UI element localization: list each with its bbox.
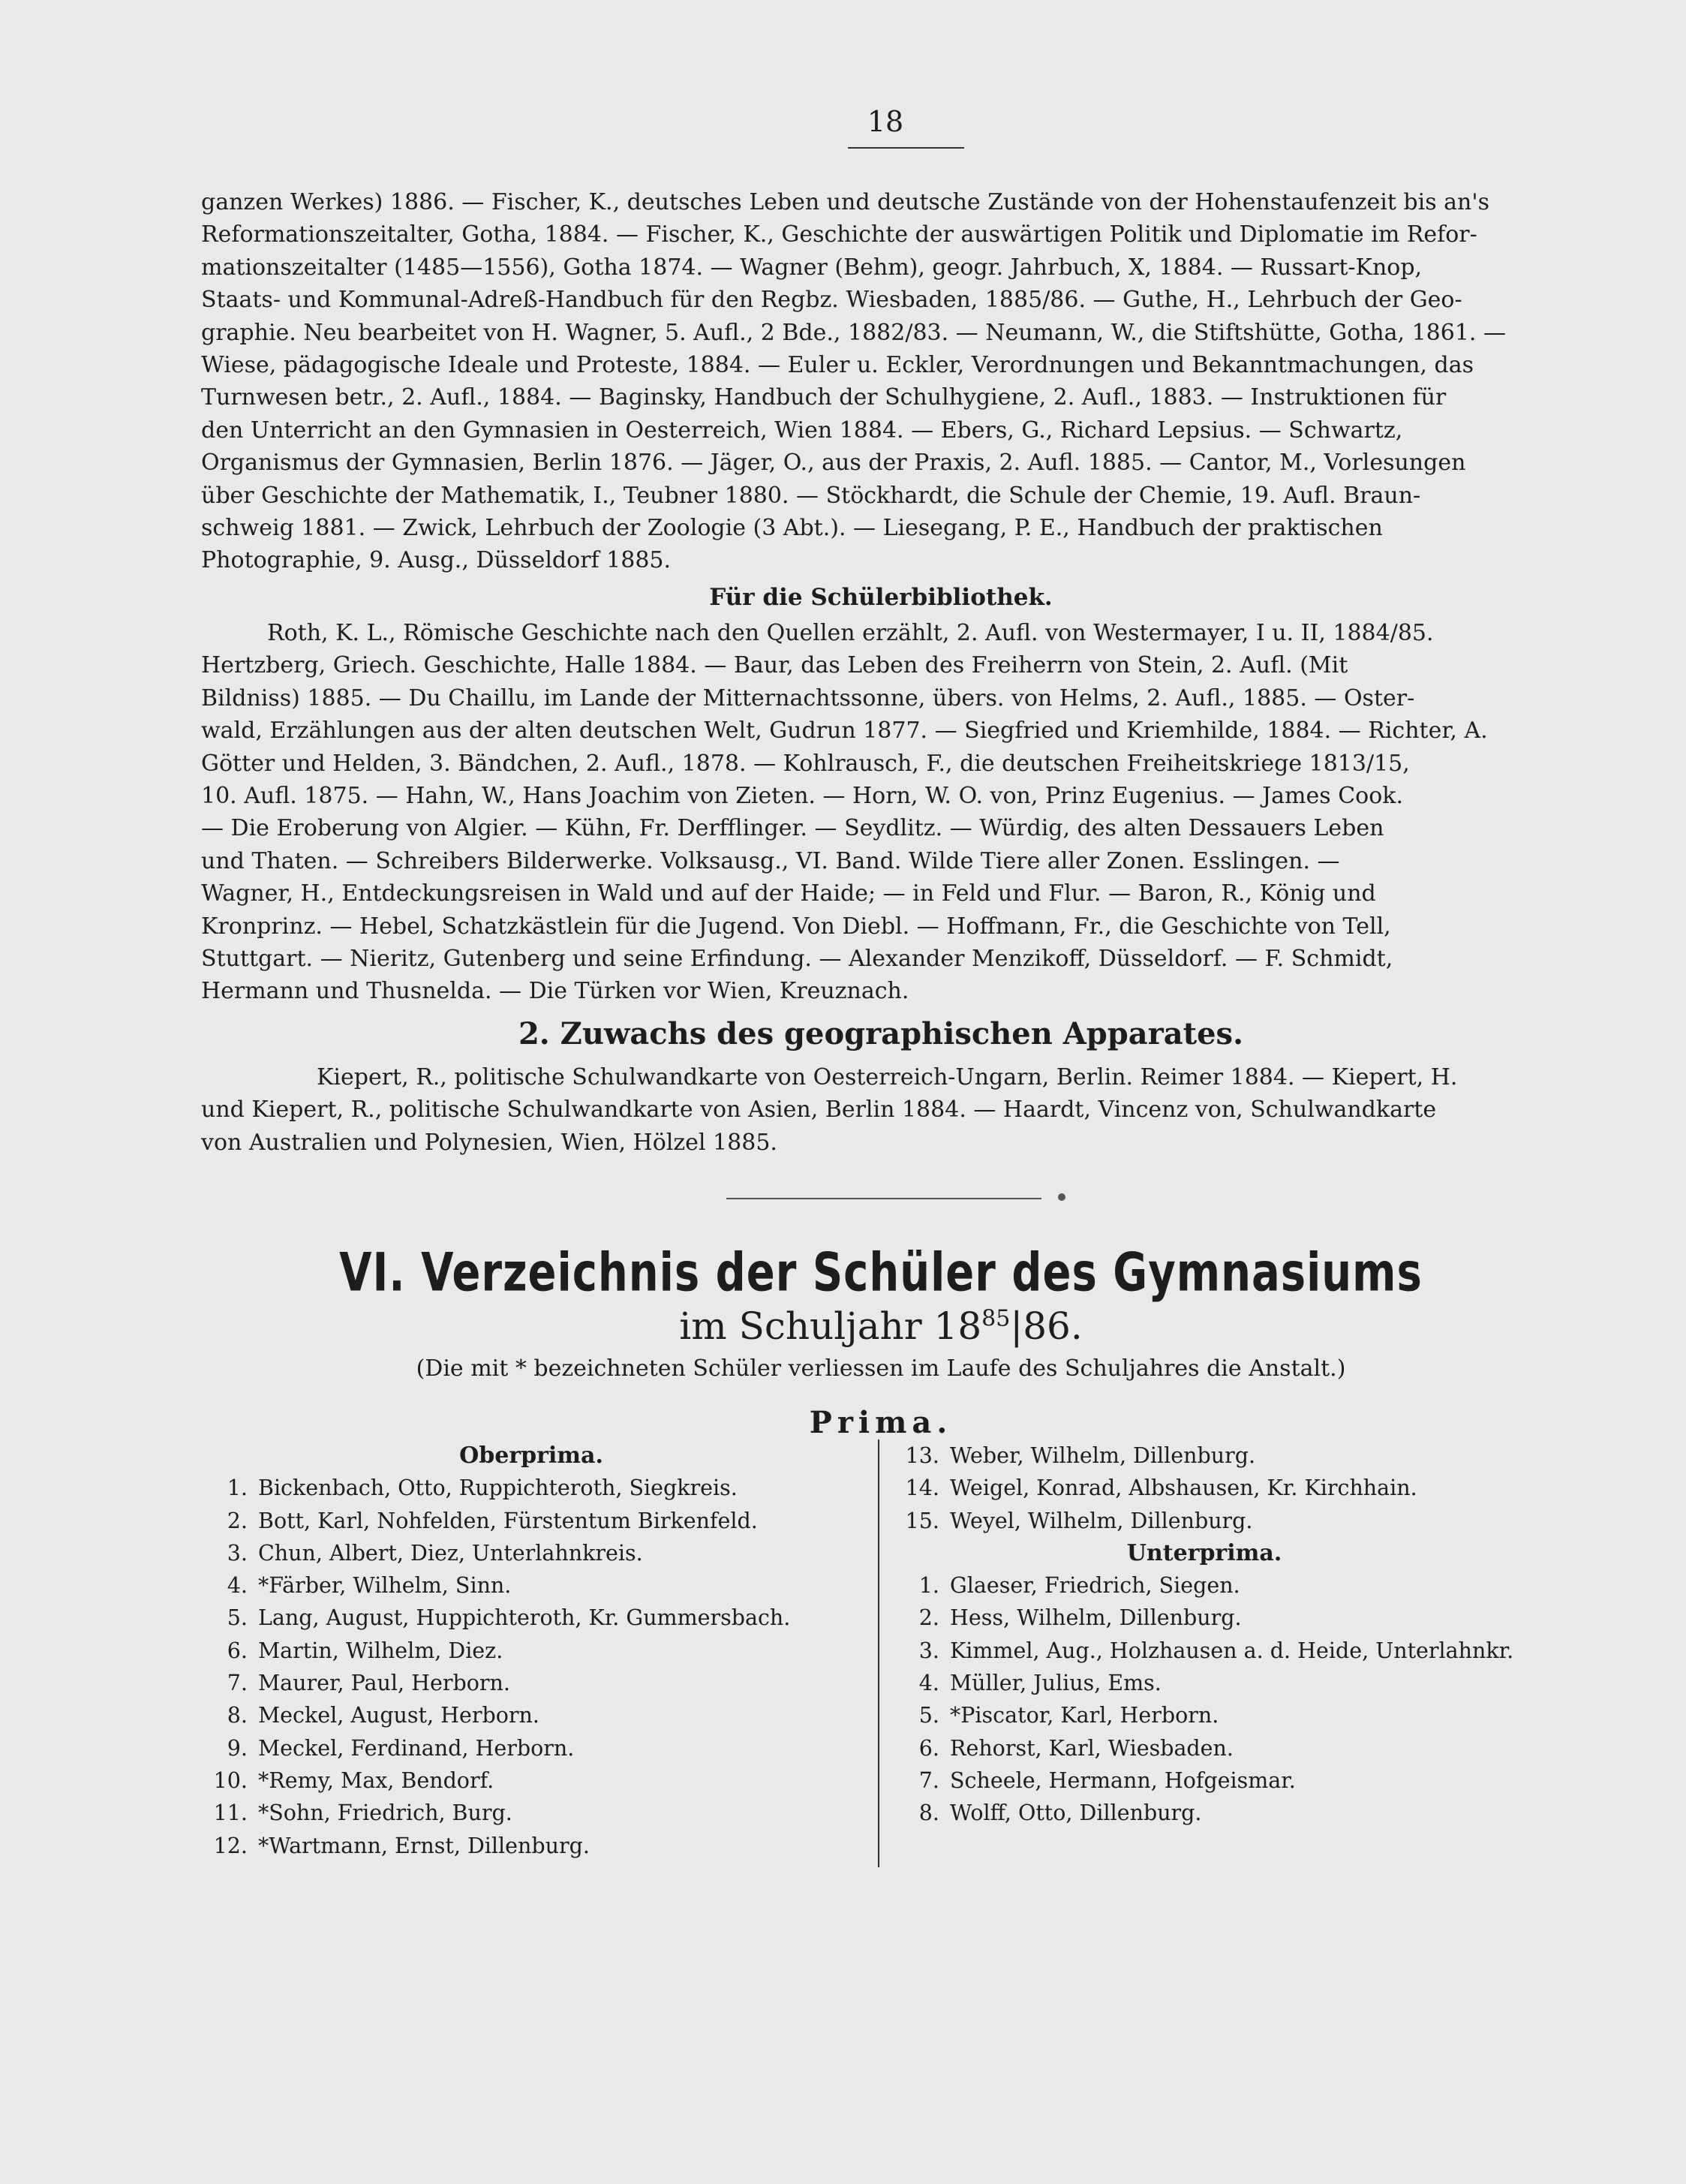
student-number: 5. — [918, 1703, 939, 1728]
student-number: 5. — [227, 1605, 248, 1631]
text-line: Photographie, 9. Ausg., Düsseldorf 1885. — [201, 547, 672, 574]
student-number: 8. — [918, 1800, 939, 1826]
list-item — [893, 1439, 1568, 1472]
bibliography-paragraph-student-library — [201, 617, 1561, 1008]
bibliography-paragraph-geography — [201, 1061, 1561, 1159]
text-line: graphie. Neu bearbeitet von H. Wagner, 5. Aufl., 2 Bde., 1882/83. — Neumann, W., die Stiftshütte, Gotha, 1861. — — [201, 319, 1507, 346]
student-number: 7. — [227, 1671, 248, 1696]
student-entry: Hess, Wilhelm, Dillenburg. — [950, 1605, 1242, 1631]
list-item — [893, 1569, 1568, 1602]
text-line: 10. Aufl. 1875. — Hahn, W., Hans Joachim von Zieten. — Horn, W. O. von, Prinz Eugenius. — James Cook. — [201, 783, 1403, 810]
student-number: 8. — [227, 1703, 248, 1728]
list-item — [893, 1732, 1568, 1764]
student-entry: Glaeser, Friedrich, Siegen. — [950, 1573, 1240, 1599]
list-item — [893, 1764, 1568, 1797]
text-line: von Australien und Polynesien, Wien, Hölzel 1885. — [201, 1129, 777, 1156]
student-entry: Martin, Wilhelm, Diez. — [258, 1638, 503, 1663]
list-item — [201, 1797, 869, 1829]
student-entry: Meckel, Ferdinand, Herborn. — [258, 1735, 575, 1761]
student-number: 12. — [213, 1833, 248, 1858]
chapter-title: VI. Verzeichnis der Schüler des Gymnasiums — [339, 1242, 1423, 1304]
student-list-right-column — [893, 1439, 1568, 1830]
section-heading-geography: 2. Zuwachs des geographischen Apparates. — [518, 1016, 1244, 1051]
student-number: 7. — [918, 1767, 939, 1793]
list-item — [201, 1699, 869, 1731]
student-list-left-column — [201, 1439, 869, 1862]
student-entry: *Remy, Max, Bendorf. — [258, 1767, 494, 1793]
student-number: 13. — [905, 1443, 939, 1468]
list-item — [893, 1797, 1568, 1829]
list-item — [201, 1537, 869, 1569]
column-divider — [878, 1439, 879, 1867]
student-entry: Maurer, Paul, Herborn. — [258, 1671, 510, 1696]
text-line: Bildniss) 1885. — Du Chaillu, im Lande der Mitternachtssonne, übers. von Helms, 2. Aufl., 1885. — Oster- — [201, 684, 1415, 711]
bibliography-paragraph-teacher-library — [201, 186, 1561, 577]
list-item — [201, 1830, 869, 1862]
list-item — [893, 1699, 1568, 1731]
text-line: Staats- und Kommunal-Adreß-Handbuch für den Regbz. Wiesbaden, 1885/86. — Guthe, H., Lehrbuch der Geo- — [201, 287, 1462, 314]
text-line: schweig 1881. — Zwick, Lehrbuch der Zoologie (3 Abt.). — Liesegang, P. E., Handbuch der praktischen — [201, 515, 1383, 542]
student-entry: Wolff, Otto, Dillenburg. — [950, 1800, 1202, 1826]
page-number-rule — [848, 147, 964, 149]
student-entry: Bott, Karl, Nohfelden, Fürstentum Birkenfeld. — [258, 1508, 758, 1533]
text-line: und Thaten. — Schreibers Bilderwerke. Volksausg., VI. Band. Wilde Tiere aller Zonen. Esslingen. — — [201, 847, 1340, 874]
text-line: Götter und Helden, 3. Bändchen, 2. Aufl., 1878. — Kohlrausch, F., die deutschen Freiheitskriege 1813/15, — [201, 750, 1410, 777]
student-number: 4. — [918, 1671, 939, 1696]
text-line: Wiese, pädagogische Ideale und Proteste, 1884. — Euler u. Eckler, Verordnungen und Bekanntmachungen, das — [201, 352, 1474, 379]
student-entry: *Sohn, Friedrich, Burg. — [258, 1800, 512, 1826]
unterprima-heading: Unterprima. — [1126, 1539, 1282, 1566]
list-item — [201, 1635, 869, 1667]
subheading-student-library: Für die Schülerbibliothek. — [709, 584, 1053, 611]
student-entry: Kimmel, Aug., Holzhausen a. d. Heide, Unterlahnkr. — [950, 1638, 1514, 1663]
class-heading-prima: Prima. — [809, 1405, 953, 1440]
student-number: 14. — [905, 1476, 939, 1501]
text-line: Kronprinz. — Hebel, Schatzkästlein für die Jugend. Von Diebl. — Hoffmann, Fr., die Geschichte von Tell, — [201, 913, 1391, 940]
list-item — [893, 1635, 1568, 1667]
list-item — [893, 1602, 1568, 1634]
list-item — [201, 1667, 869, 1699]
text-line: Hermann und Thusnelda. — Die Türken vor Wien, Kreuznach. — [201, 978, 909, 1005]
student-entry: *Färber, Wilhelm, Sinn. — [258, 1573, 512, 1599]
student-entry: Chun, Albert, Diez, Unterlahnkreis. — [258, 1540, 643, 1566]
list-item — [201, 1505, 869, 1537]
student-entry: *Wartmann, Ernst, Dillenburg. — [258, 1833, 590, 1858]
student-entry: Weigel, Konrad, Albshausen, Kr. Kirchhain. — [950, 1476, 1417, 1501]
student-number: 4. — [227, 1573, 248, 1599]
list-item — [201, 1602, 869, 1634]
page-number: 18 — [867, 105, 904, 138]
text-line: wald, Erzählungen aus der alten deutschen Welt, Gudrun 1877. — Siegfried und Kriemhilde, 1884. — Richter, A. — [201, 717, 1488, 745]
student-number: 6. — [227, 1638, 248, 1663]
student-entry: Meckel, August, Herborn. — [258, 1703, 539, 1728]
text-line: mationszeitalter (1485—1556), Gotha 1874. — Wagner (Behm), geogr. Jahrbuch, X, 1884. — Russart-Knop, — [201, 254, 1423, 281]
text-line: Turnwesen betr., 2. Aufl., 1884. — Baginsky, Handbuch der Schulhygiene, 2. Aufl., 1883. — Instruktionen für — [201, 384, 1447, 411]
text-line: Reformationszeitalter, Gotha, 1884. — Fischer, K., Geschichte der auswärtigen Politik und Diplomatie im Refor- — [201, 221, 1477, 248]
student-number: 15. — [905, 1508, 939, 1533]
text-line: den Unterricht an den Gymnasien in Oesterreich, Wien 1884. — Ebers, G., Richard Lepsius. — Schwartz, — [201, 417, 1403, 444]
text-line: Roth, K. L., Römische Geschichte nach den Quellen erzählt, 2. Aufl. von Westermayer, I u. II, 1884/85. — [267, 620, 1434, 646]
text-line: Wagner, H., Entdeckungsreisen in Wald und auf der Haide; — in Feld und Flur. — Baron, R., König und — [201, 880, 1376, 907]
student-number: 6. — [918, 1735, 939, 1761]
list-item — [201, 1764, 869, 1797]
student-number: 10. — [213, 1767, 248, 1793]
student-number: 9. — [227, 1735, 248, 1761]
student-entry: Scheele, Hermann, Hofgeismar. — [950, 1767, 1296, 1793]
student-entry: Weyel, Wilhelm, Dillenburg. — [950, 1508, 1253, 1533]
section-divider — [726, 1198, 1041, 1199]
student-number: 2. — [227, 1508, 248, 1533]
list-item — [893, 1667, 1568, 1699]
student-entry: Weber, Wilhelm, Dillenburg. — [950, 1443, 1256, 1468]
text-line: Organismus der Gymnasien, Berlin 1876. — Jäger, O., aus der Praxis, 2. Aufl. 1885. — Cantor, M., Vorlesungen — [201, 450, 1466, 477]
student-number: 1. — [227, 1476, 248, 1501]
text-line: Hertzberg, Griech. Geschichte, Halle 1884. — Baur, das Leben des Freiherrn von Stein, 2. Aufl. (Mit — [201, 652, 1348, 679]
student-entry: Lang, August, Huppichteroth, Kr. Gummersbach. — [258, 1605, 791, 1631]
section-divider-dot — [1058, 1193, 1065, 1201]
text-line: ganzen Werkes) 1886. — Fischer, K., deutsches Leben und deutsche Zustände von der Hohenstaufenzeit bis an's — [201, 189, 1490, 215]
list-item — [201, 1472, 869, 1504]
text-line: Kiepert, R., politische Schulwandkarte von Oesterreich-Ungarn, Berlin. Reimer 1884. — Kiepert, H. — [317, 1064, 1458, 1090]
subtitle-suffix: |86. — [1010, 1304, 1083, 1348]
oberprima-heading: Oberprima. — [459, 1442, 603, 1469]
student-number: 11. — [213, 1800, 248, 1826]
list-item — [893, 1472, 1568, 1504]
list-item — [201, 1732, 869, 1764]
student-entry: Müller, Julius, Ems. — [950, 1671, 1162, 1696]
student-number: 2. — [918, 1605, 939, 1631]
subtitle-prefix: im Schuljahr 18 — [679, 1304, 982, 1348]
list-item — [893, 1505, 1568, 1537]
text-line: über Geschichte der Mathematik, I., Teubner 1880. — Stöckhardt, die Schule der Chemie, 19. Aufl. Braun- — [201, 482, 1421, 509]
list-item — [201, 1569, 869, 1602]
chapter-subtitle — [201, 1304, 1561, 1348]
student-entry: *Piscator, Karl, Herborn. — [950, 1703, 1219, 1728]
subtitle-superscript: 85 — [981, 1305, 1011, 1332]
text-line: und Kiepert, R., politische Schulwandkarte von Asien, Berlin 1884. — Haardt, Vincenz von, Schulwandkarte — [201, 1097, 1437, 1124]
asterisk-note: (Die mit * bezeichneten Schüler verliessen im Laufe des Schuljahres die Anstalt.) — [416, 1355, 1346, 1382]
student-entry: Bickenbach, Otto, Ruppichteroth, Siegkreis. — [258, 1476, 738, 1501]
student-number: 3. — [918, 1638, 939, 1663]
student-number: 1. — [918, 1573, 939, 1599]
student-entry: Rehorst, Karl, Wiesbaden. — [950, 1735, 1234, 1761]
text-line: — Die Eroberung von Algier. — Kühn, Fr. Derfflinger. — Seydlitz. — Würdig, des alten Dessauers Leben — [201, 815, 1384, 842]
text-line: Stuttgart. — Nieritz, Gutenberg und seine Erfindung. — Alexander Menzikoff, Düsseldorf. — F. Schmidt, — [201, 946, 1393, 973]
student-number: 3. — [227, 1540, 248, 1566]
